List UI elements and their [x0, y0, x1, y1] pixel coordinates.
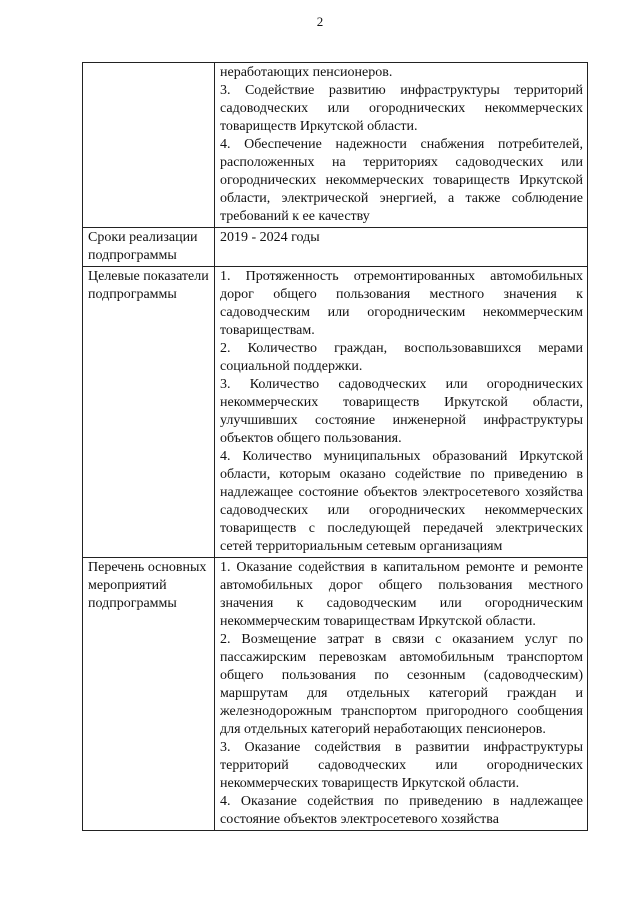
table-row [83, 267, 588, 558]
row-value-duration [215, 228, 588, 267]
list-item: 2. Возмещение затрат в связи с оказанием услуг по пассажирским перевозкам автомобильным транспортом общего пользования по сезонным (садоводческим) маршрутам для отдельных категорий граждан и железнодорожным транспортом пригородного сообщения для отдельных категорий неработающих пенсионеров. [220, 632, 583, 737]
row-value [215, 63, 588, 228]
list-item: 1. Оказание содействия в капитальном ремонте и ремонте автомобильных дорог общего пользования местного значения к садоводческим или огородническим некоммерческим товариществам Иркутской области. [220, 560, 583, 629]
list-item: 3. Количество садоводческих или огороднических некоммерческих товариществ Иркутской области, улучшивших состояние инженерной инфраструктуры объектов общего пользования. [220, 377, 583, 446]
table-row [83, 228, 588, 267]
table-row [83, 63, 588, 228]
list-item: 2. Количество граждан, воспользовавшихся мерами социальной поддержки. [220, 341, 583, 374]
row-value-activities [215, 558, 588, 831]
list-item: 4. Обеспечение надежности снабжения потребителей, расположенных на территориях садоводческих или огороднических некоммерческих товариществ Иркутской области, электрической энергией, а также соблюдение требований к ее качеству [220, 137, 583, 224]
list-item: 4. Количество муниципальных образований Иркутской области, которым оказано содействие по приведению в надлежащее состояние объектов электросетевого хозяйства садоводческих или огороднических некоммерческих товариществ с последующей передачей электрических сетей территориальным сетевым организациям [220, 449, 583, 554]
row-label [83, 63, 215, 228]
row-label-activities: Перечень основных мероприятий подпрограммы [83, 558, 215, 831]
row-label-duration: Сроки реализации подпрограммы [83, 228, 215, 267]
subprogram-passport-table [82, 62, 588, 831]
row-value-indicators [215, 267, 588, 558]
row-label-indicators: Целевые показатели подпрограммы [83, 267, 215, 558]
page-number: 2 [316, 14, 324, 29]
list-item: 1. Протяженность отремонтированных автомобильных дорог общего пользования местного значения к садоводческим или огородническим некоммерческим товариществам. [220, 269, 583, 338]
list-item: 4. Оказание содействия по приведению в надлежащее состояние объектов электросетевого хозяйства [220, 794, 583, 827]
duration-value: 2019 - 2024 годы [220, 230, 320, 245]
table-row [83, 558, 588, 831]
list-item: неработающих пенсионеров. [220, 65, 393, 80]
list-item: 3. Содействие развитию инфраструктуры территорий садоводческих или огороднических некоммерческих товариществ Иркутской области. [220, 83, 583, 134]
list-item: 3. Оказание содействия в развитии инфраструктуры территорий садоводческих или огороднических некоммерческих товариществ Иркутской области. [220, 740, 583, 791]
